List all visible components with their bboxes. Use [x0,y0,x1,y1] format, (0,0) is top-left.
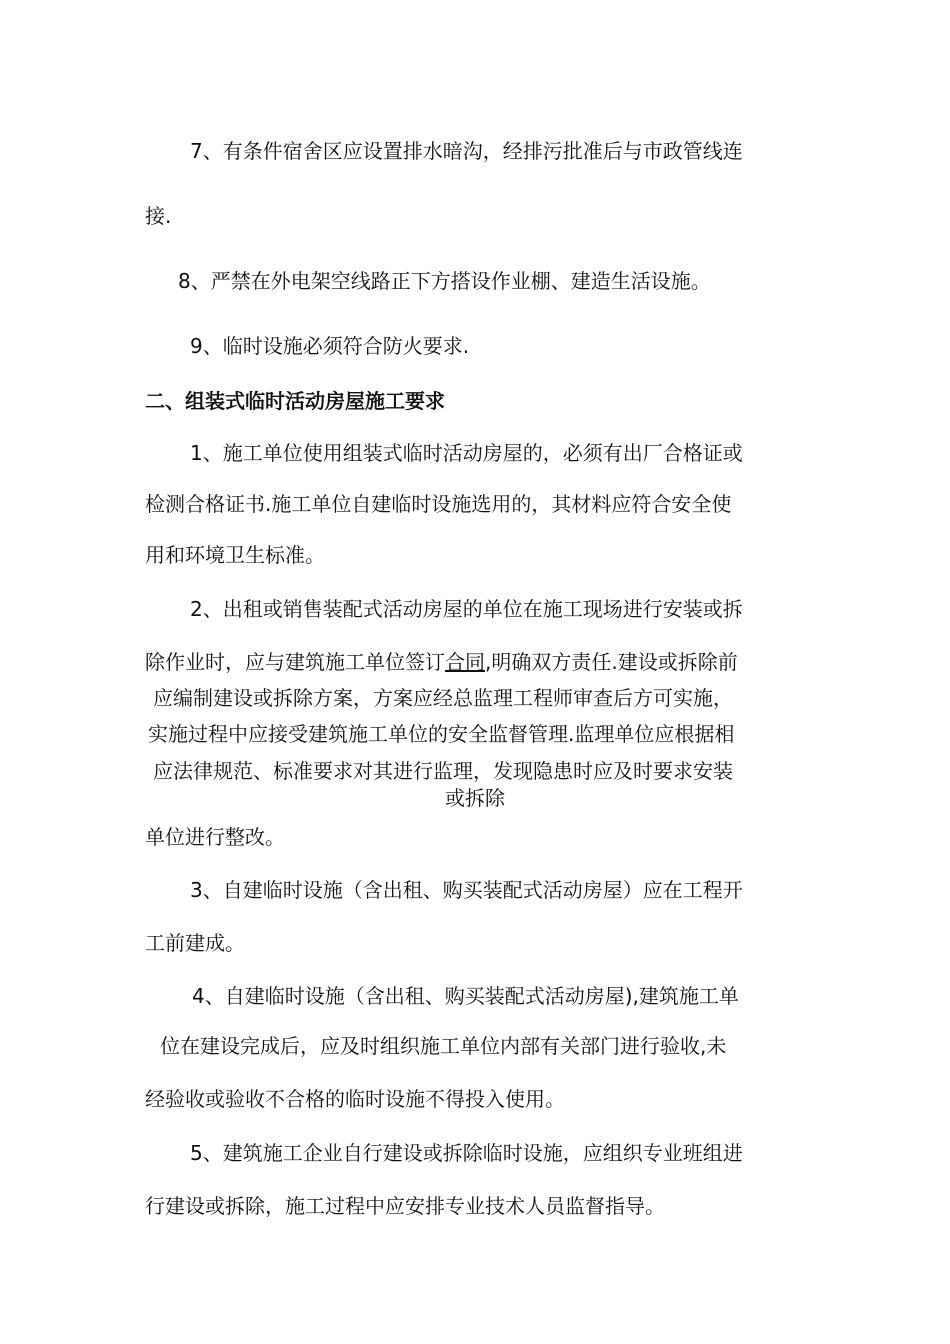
section-heading: 二、组装式临时活动房屋施工要求 [145,389,445,413]
text-line: 行建设或拆除，施工过程中应安排专业技术人员监督指导。 [145,1194,665,1218]
text-line: 3、自建临时设施（含出租、购买装配式活动房屋）应在工程开 [190,878,743,902]
text-line: 经验收或验收不合格的临时设施不得投入使用。 [145,1087,565,1111]
text-line: 9、临时设施必须符合防火要求. [190,334,470,358]
text-line: 7、有条件宿舍区应设置排水暗沟，经排污批准后与市政管线连 [190,139,743,163]
text-line: 8、严禁在外电架空线路正下方搭设作业棚、建造生活设施。 [178,269,711,293]
text-segment: 除作业时，应与建筑施工单位签订 [145,650,445,674]
contract-link: 合同 [445,650,485,674]
text-line: 实施过程中应接受建筑施工单位的安全监督管理.监理单位应根据相 [148,722,735,746]
text-line: 应法律规范、标准要求对其进行监理，发现隐患时应及时要求安装 [153,759,733,783]
text-line: 接. [145,204,172,228]
text-line: 位在建设完成后，应及时组织施工单位内部有关部门进行验收,未 [160,1034,727,1058]
text-line: 用和环境卫生标准。 [145,543,325,567]
text-line: 单位进行整改。 [145,825,285,849]
text-line: 2、出租或销售装配式活动房屋的单位在施工现场进行安装或拆 [190,597,743,621]
text-segment: ,明确双方责任.建设或拆除前 [485,650,738,674]
text-line: 工前建成。 [145,931,245,955]
text-line: 4、自建临时设施（含出租、购买装配式活动房屋),建筑施工单 [192,984,739,1008]
text-line: 检测合格证书.施工单位自建临时设施选用的，其材料应符合安全使 [145,492,732,516]
text-line [145,649,738,675]
text-line: 5、建筑施工企业自行建设或拆除临时设施，应组织专业班组进 [190,1141,743,1165]
text-line: 应编制建设或拆除方案，方案应经总监理工程师审查后方可实施， [153,686,733,710]
text-line: 1、施工单位使用组装式临时活动房屋的，必须有出厂合格证或 [190,441,743,465]
text-line: 或拆除 [445,786,505,810]
